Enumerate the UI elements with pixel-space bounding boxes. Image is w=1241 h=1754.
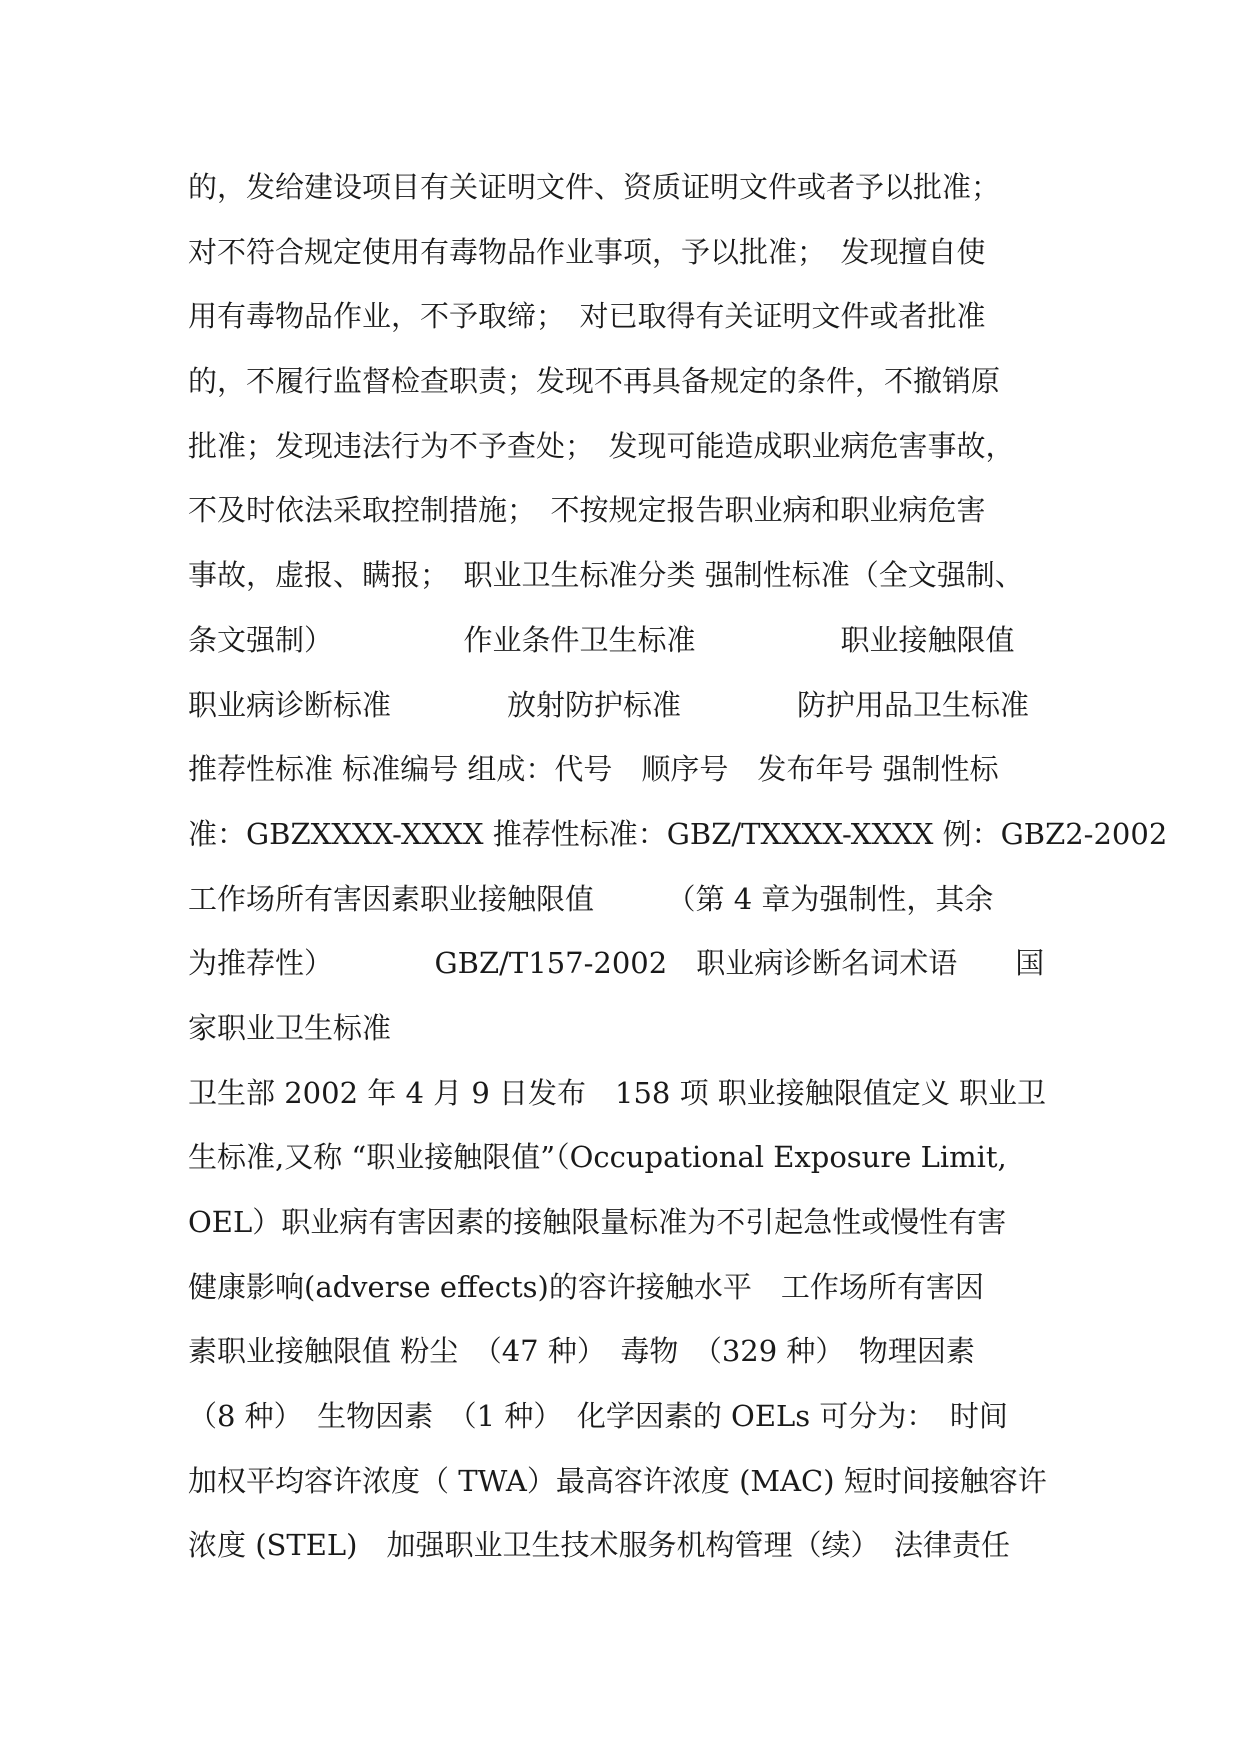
text-line: 工作场所有害因素职业接触限值 （第 4 章为强制性，其余 <box>188 881 994 916</box>
text-line: （8 种） 生物因素 （1 种） 化学因素的 OELs 可分为： 时间 <box>188 1399 1008 1434</box>
text-line: 批准；发现违法行为不予查处； 发现可能造成职业病危害事故， <box>188 428 1015 463</box>
text-line: 浓度 (STEL) 加强职业卫生技术服务机构管理（续） 法律责任 <box>188 1528 1010 1563</box>
text-line: 家职业卫生标准 <box>188 1010 392 1045</box>
text-line: 不及时依法采取控制措施； 不按规定报告职业病和职业病危害 <box>188 493 986 528</box>
text-line: 为推荐性） GBZ/T157-2002 职业病诊断名词术语 国 <box>188 946 1045 981</box>
text-line: 准：GBZXXXX-XXXX 推荐性标准：GBZ/TXXXX-XXXX 例：GBZ2-2002 <box>188 816 1168 851</box>
text-line: 事故，虚报、瞒报； 职业卫生标准分类 强制性标准（全文强制、 <box>188 558 1024 593</box>
text-line: 条文强制） 作业条件卫生标准 职业接触限值 <box>188 622 1015 657</box>
text-line: 职业病诊断标准 放射防护标准 防护用品卫生标准 <box>188 687 1030 722</box>
text-line: OEL）职业病有害因素的接触限量标准为不引起急性或慢性有害 <box>188 1205 1007 1239</box>
text-line: 卫生部 2002 年 4 月 9 日发布 158 项 职业接触限值定义 职业卫 <box>188 1075 1047 1110</box>
text-line: 用有毒物品作业，不予取缔； 对已取得有关证明文件或者批准 <box>188 299 986 334</box>
text-line: 生标准,又称 “职业接触限值”（Occupational Exposure Limit, <box>188 1140 1007 1175</box>
text-line: 素职业接触限值 粉尘 （47 种） 毒物 （329 种） 物理因素 <box>188 1334 975 1369</box>
text-line: 的，不履行监督检查职责；发现不再具备规定的条件，不撤销原 <box>188 364 1001 399</box>
text-line: 健康影响(adverse effects)的容许接触水平 工作场所有害因 <box>188 1269 984 1304</box>
text-line: 推荐性标准 标准编号 组成：代号 顺序号 发布年号 强制性标 <box>188 752 999 787</box>
body-text <box>188 155 1168 1578</box>
text-line: 对不符合规定使用有毒物品作业事项，予以批准； 发现擅自使 <box>188 234 986 269</box>
text-line: 加权平均容许浓度（ TWA）最高容许浓度 (MAC) 短时间接触容许 <box>188 1463 1047 1498</box>
text-line: 的，发给建设项目有关证明文件、资质证明文件或者予以批准； <box>188 170 1001 204</box>
